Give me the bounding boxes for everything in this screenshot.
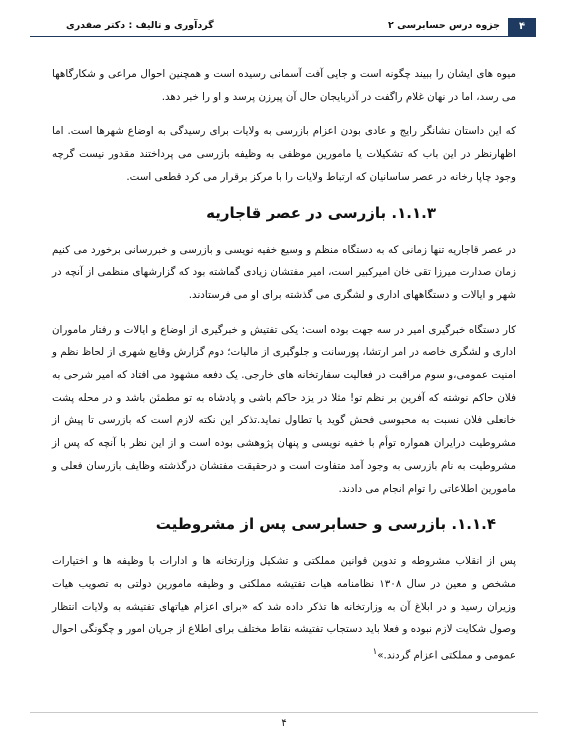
paragraph-3: در عصر قاجاریه تنها زمانی که به دستگاه منظم و وسیع خفیه نویسی و بازرسی و خبررسانی برخورد می کنیم زمان صدارت میرزا تقی خان امیرکبیر است، امیر مفتشان زیادی گماشته بود که گزارشهای منظمی از آنچه در شهر و ایالات و دستگاههای اداری و لشگری می گذشته برای او می فرستادند. xyxy=(52,243,516,301)
footnote-mark: ۱ xyxy=(372,647,378,658)
footer-divider xyxy=(30,712,538,713)
header-page-number: ۴ xyxy=(508,18,536,36)
header-course-title: جزوه درس حسابرسی ۲ xyxy=(388,20,500,31)
footer-page-number: ۴ xyxy=(281,718,287,729)
document-body xyxy=(52,63,516,679)
page-footer xyxy=(0,718,568,729)
section-heading-qajar: ۱.۱.۳. بازرسی در عصر قاجاریه xyxy=(206,203,436,222)
section-heading-constitution: ۱.۱.۴. بازرسی و حسابرسی پس از مشروطیت xyxy=(155,515,496,534)
paragraph-4: کار دستگاه خبرگیری امیر در سه جهت بوده است: یکی تفتیش و خبرگیری از اوضاع و ایالات و رفتار ماموران اداری و لشگری خاصه در امر ارتشا، پورسانت و جلوگیری از مالیات؛ دوم گزارش وقایع شهری از لحاظ نظم و امنیت عمومی،و سوم مراقبت در فعالیت سفارتخانه های خارجی. یک دفعه مشهود می افتاد که امیر شرحی به فلان حاکم نوشته که آفرین بر نظم تو! مثلا در یزد حاکم باشی و پادشاه به تو مطمئن باشد و در محله پشت خانعلی فلان نسبت به محبوسی فحش گوید یا تطاول نماید.تذکر این نکته لازم است که بازرسی تا پیش از مشروطیت درایران همواره توأم با خفیه نویسی و پنهان پژوهشی بوده است و از این نظر با آنچه که پس از مشروطیت به نام بازرسی به وجود آمد متفاوت است و درحقیقت مفتشان درگذشته وظایف بازرسان فعلی و مامورین اطلاعاتی را توام انجام می دادند. xyxy=(52,323,516,495)
page-header xyxy=(30,18,536,37)
paragraph-5 xyxy=(52,550,516,667)
header-author: گردآوری و تالیف : دکتر صفدری xyxy=(66,20,214,31)
paragraph-1: میوه های ایشان را ببیند چگونه است و جایی آفت آسمانی رسیده است و همچنین احوال مراعی و شکارگاهها می رسد، اما در نهان غلام راگفت در آذربایجان حال آن پیرزن پرسد و او را خبر دهد. xyxy=(52,68,516,103)
paragraph-2: که این داستان نشانگر رایج و عادی بودن اعزام بازرسی به ولایات برای رسیدگی به اوضاع شهرها است. اما اظهارنظر در این باب که تشکیلات یا مامورین موظفی به وظیفه بازرسی می پرداختند مقدور نیست گرچه وجود چاپا رخانه در عصر ساسانیان که ارتباط ولایات را با مرکز برقرار می کرد قطعی است. xyxy=(52,125,516,183)
paragraph-5-text: پس از انقلاب مشروطه و تدوین قوانین مملکتی و تشکیل وزارتخانه ها و ادارات با وظیفه ها و اختیارات مشخص و معین در سال ۱۳۰۸ نظامنامه هیات تفتیشه مملکتی و وظیفه مامورین دولتی به تصویب هیات وزیران رسید و در ابلاغ آن به وزارتخانه ها تذکر داده شد که «برای اعزام هیاتهای تفتیشه به ولایات انتظار وصول شکایت لازم نبوده و فعلا باید دستجاب تفتیشه نقاط مختلف برای اطلاع از جریان امور و چگونگی احوال عمومی و مملکتی اعزام گردند.» xyxy=(52,555,516,662)
